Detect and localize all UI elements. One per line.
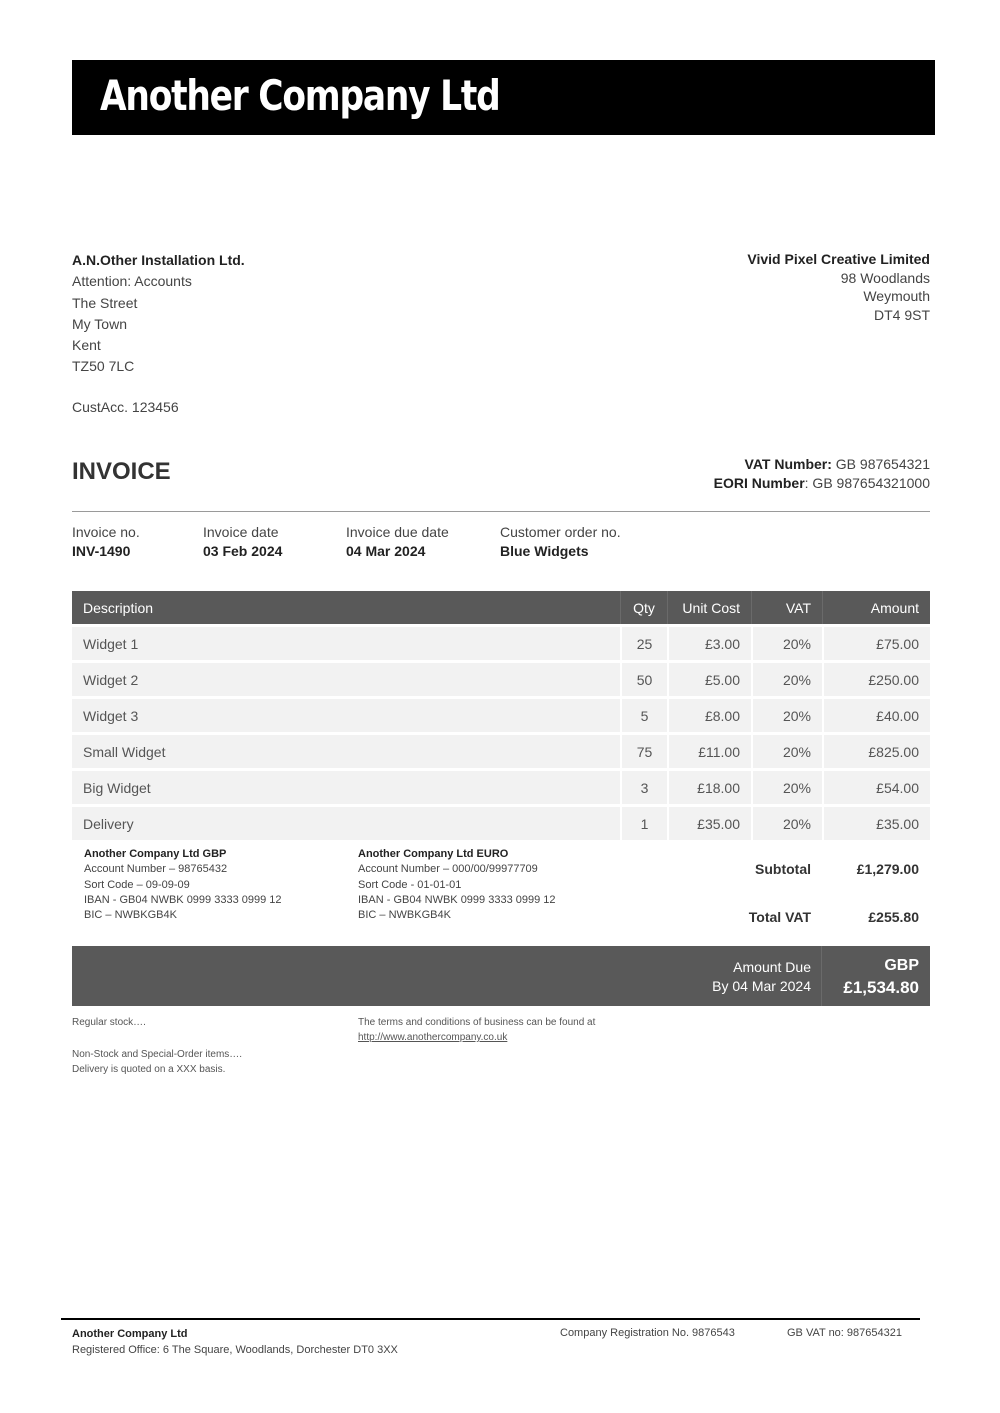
cell-qty: 50 xyxy=(620,663,667,696)
cell-amount: £250.00 xyxy=(822,663,930,696)
header-vat: VAT xyxy=(751,591,822,624)
vat-number-label: VAT Number: xyxy=(744,456,832,472)
order-number-value: Blue Widgets xyxy=(500,543,589,559)
cell-unit-cost: £3.00 xyxy=(667,627,751,660)
cell-unit-cost: £8.00 xyxy=(667,699,751,732)
bank-euro-bic: BIC – NWBKGB4K xyxy=(358,909,451,922)
cell-amount: £40.00 xyxy=(822,699,930,732)
bank-gbp-sort: Sort Code – 09-09-09 xyxy=(84,878,190,891)
bank-euro-account: Account Number – 000/00/99977709 xyxy=(358,863,538,876)
bank-gbp-title: Another Company Ltd GBP xyxy=(84,848,227,860)
from-address xyxy=(747,250,930,324)
header-amount: Amount xyxy=(822,591,930,624)
bank-details-gbp xyxy=(84,847,282,923)
note-nonstock xyxy=(72,1047,242,1077)
table-header-row xyxy=(72,591,930,624)
from-line3: DT4 9ST xyxy=(873,306,930,323)
bill-to-town: My Town xyxy=(72,315,127,332)
cell-description: Delivery xyxy=(72,807,620,840)
amount-due-text xyxy=(712,958,811,996)
from-line2: Weymouth xyxy=(863,288,930,305)
from-name: Vivid Pixel Creative Limited xyxy=(747,251,930,267)
from-line1: 98 Woodlands xyxy=(840,269,930,286)
cell-qty: 5 xyxy=(620,699,667,732)
invoice-date xyxy=(203,523,282,561)
cell-vat: 20% xyxy=(751,807,822,840)
invoice-number-label: Invoice no. xyxy=(72,524,140,540)
amount-due-currency: GBP xyxy=(884,957,919,974)
due-date-value: 04 Mar 2024 xyxy=(346,543,426,559)
due-date-label: Invoice due date xyxy=(346,524,449,540)
customer-account: CustAcc. 123456 xyxy=(72,399,179,415)
subtotal-value: £1,279.00 xyxy=(856,861,919,877)
bank-euro-iban: IBAN - GB04 NWBK 0999 3333 0999 12 xyxy=(358,893,556,906)
eori-number-value: : GB 987654321000 xyxy=(804,474,930,491)
cell-unit-cost: £35.00 xyxy=(667,807,751,840)
cell-description: Widget 3 xyxy=(72,699,620,732)
header-description: Description xyxy=(72,591,620,624)
cell-unit-cost: £11.00 xyxy=(667,735,751,768)
cell-description: Small Widget xyxy=(72,735,620,768)
invoice-title: INVOICE xyxy=(72,458,171,485)
cell-vat: 20% xyxy=(751,699,822,732)
cell-amount: £54.00 xyxy=(822,771,930,804)
note-terms-text: The terms and conditions of business can be found at xyxy=(358,1017,596,1028)
table-row xyxy=(72,771,930,804)
amount-due-by: By 04 Mar 2024 xyxy=(712,978,811,994)
customer-order xyxy=(500,523,621,561)
cell-description: Widget 1 xyxy=(72,627,620,660)
amount-due-total xyxy=(843,955,919,999)
footer-company xyxy=(72,1327,398,1358)
note-delivery-line: Delivery is quoted on a XXX basis. xyxy=(72,1064,226,1075)
footer-registration: Company Registration No. 9876543 xyxy=(560,1327,735,1339)
section-divider xyxy=(72,511,930,512)
amount-due-value: £1,534.80 xyxy=(843,978,919,997)
bill-to-address xyxy=(72,250,245,378)
table-row xyxy=(72,699,930,732)
cell-vat: 20% xyxy=(751,627,822,660)
footer-registered-office: Registered Office: 6 The Square, Woodlands, Dorchester DT0 3XX xyxy=(72,1343,398,1356)
vat-number-value: GB 987654321 xyxy=(831,456,930,472)
cell-qty: 1 xyxy=(620,807,667,840)
table-row xyxy=(72,627,930,660)
invoice-date-label: Invoice date xyxy=(203,524,279,540)
cell-vat: 20% xyxy=(751,663,822,696)
bill-to-postcode: TZ50 7LC xyxy=(72,358,135,375)
note-nonstock-line: Non-Stock and Special-Order items…. xyxy=(72,1049,243,1060)
bank-euro-title: Another Company Ltd EURO xyxy=(358,848,509,860)
cell-amount: £35.00 xyxy=(822,807,930,840)
cell-vat: 20% xyxy=(751,735,822,768)
total-vat-label: Total VAT xyxy=(748,909,811,925)
cell-amount: £825.00 xyxy=(822,735,930,768)
terms-link[interactable]: http://www.anothercompany.co.uk xyxy=(358,1032,508,1043)
table-row xyxy=(72,735,930,768)
cell-unit-cost: £5.00 xyxy=(667,663,751,696)
amount-due-divider xyxy=(821,946,822,1006)
table-row xyxy=(72,807,930,840)
note-regular-stock: Regular stock…. xyxy=(72,1017,146,1028)
bill-to-attention: Attention: Accounts xyxy=(72,273,192,290)
subtotal-label: Subtotal xyxy=(755,861,811,877)
footer-divider xyxy=(61,1318,920,1320)
cell-amount: £75.00 xyxy=(822,627,930,660)
invoice-due-date xyxy=(346,523,449,561)
bank-euro-sort: Sort Code - 01-01-01 xyxy=(358,878,462,891)
footer-vat: GB VAT no: 987654321 xyxy=(787,1327,902,1339)
amount-due-label: Amount Due xyxy=(733,959,811,975)
table-row xyxy=(72,663,930,696)
cell-qty: 75 xyxy=(620,735,667,768)
bank-gbp-iban: IBAN - GB04 NWBK 0999 3333 0999 12 xyxy=(84,893,282,906)
line-items-table xyxy=(72,588,930,843)
total-vat-value: £255.80 xyxy=(868,909,919,925)
note-terms xyxy=(358,1015,595,1045)
cell-unit-cost: £18.00 xyxy=(667,771,751,804)
bank-details-euro xyxy=(358,847,556,923)
bill-to-street: The Street xyxy=(72,294,138,311)
header-qty: Qty xyxy=(620,591,667,624)
bank-gbp-account: Account Number – 98765432 xyxy=(84,863,228,876)
bill-to-name: A.N.Other Installation Ltd. xyxy=(72,252,245,268)
header-unit-cost: Unit Cost xyxy=(667,591,751,624)
bank-gbp-bic: BIC – NWBKGB4K xyxy=(84,909,177,922)
cell-qty: 3 xyxy=(620,771,667,804)
eori-number-label: EORI Number xyxy=(713,474,805,491)
cell-description: Widget 2 xyxy=(72,663,620,696)
footer-company-name: Another Company Ltd xyxy=(72,1328,188,1340)
order-number-label: Customer order no. xyxy=(500,524,621,540)
tax-ids xyxy=(714,455,930,492)
cell-qty: 25 xyxy=(620,627,667,660)
invoice-number-value: INV-1490 xyxy=(72,543,131,559)
cell-vat: 20% xyxy=(751,771,822,804)
invoice-date-value: 03 Feb 2024 xyxy=(203,543,283,559)
invoice-number xyxy=(72,523,140,561)
company-logo: Another Company Ltd xyxy=(100,71,500,120)
bill-to-county: Kent xyxy=(72,337,101,354)
cell-description: Big Widget xyxy=(72,771,620,804)
